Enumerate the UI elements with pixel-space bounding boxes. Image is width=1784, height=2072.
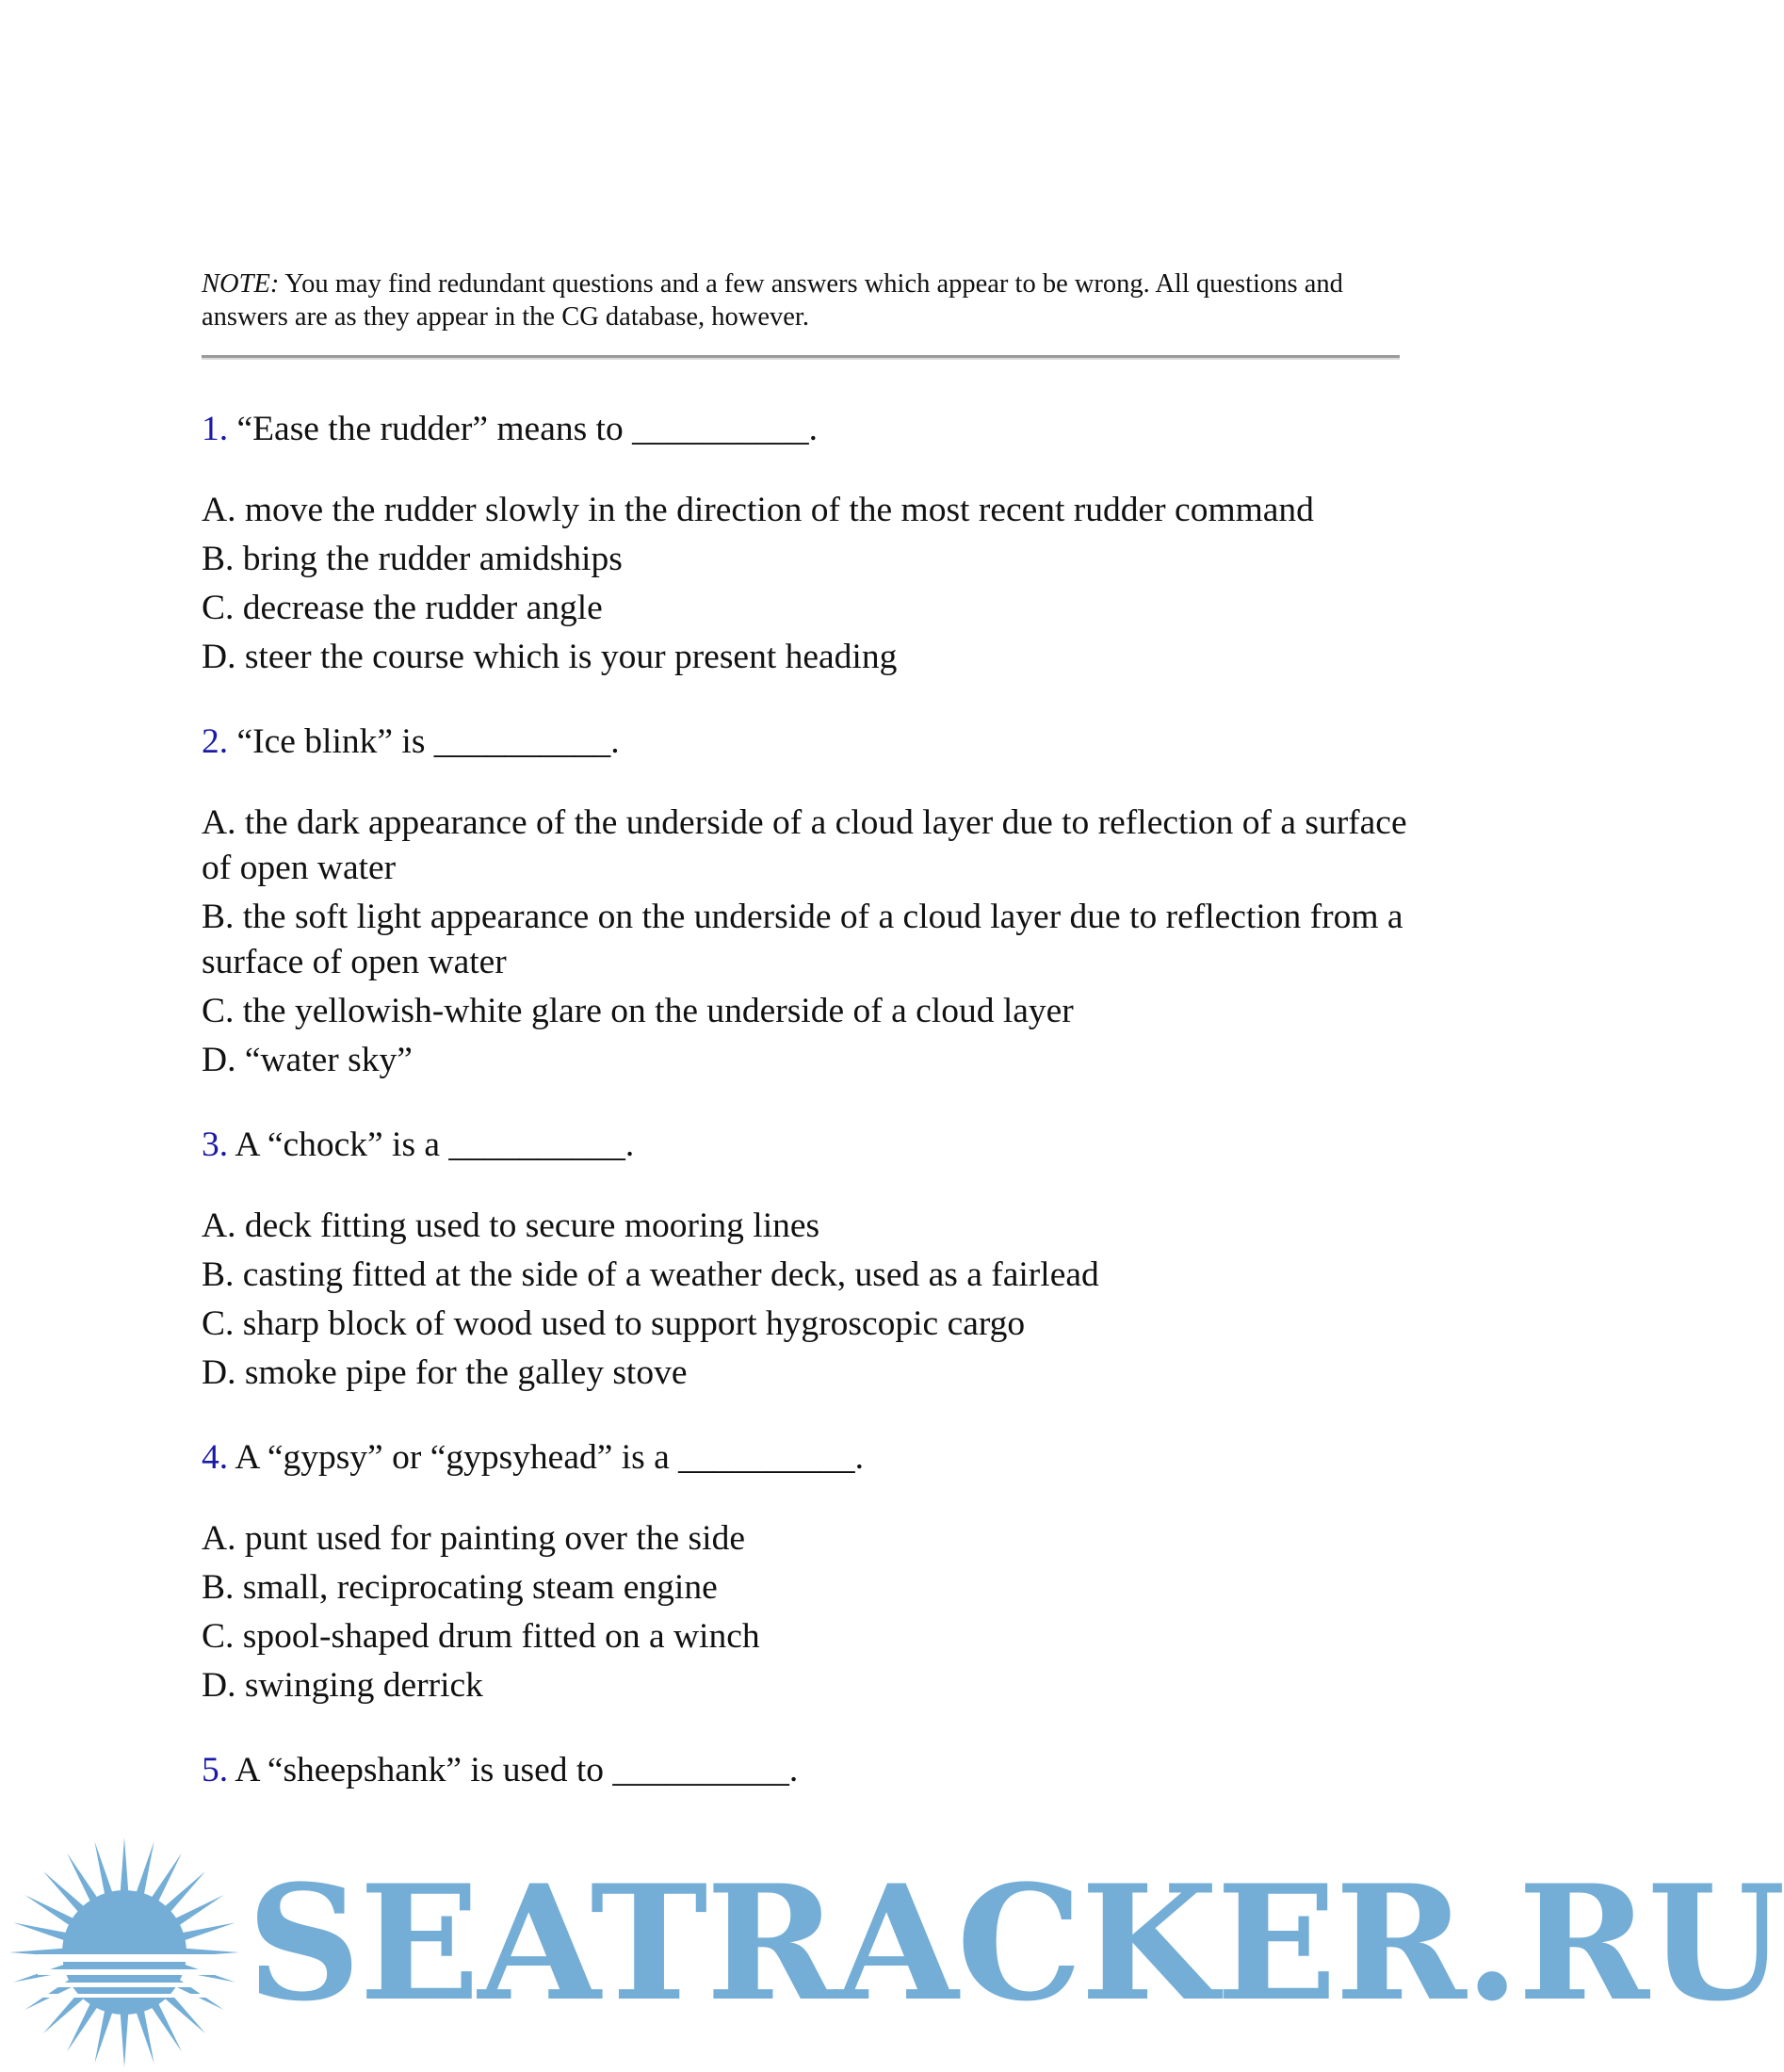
answer-option: D. smoke pipe for the galley stove — [202, 1353, 688, 1392]
question-stem — [202, 1121, 1417, 1170]
answer-option: D. “water sky” — [202, 1041, 413, 1079]
answer-option: A. deck fitting used to secure mooring lines — [202, 1206, 820, 1245]
sun-ray — [136, 1841, 154, 1897]
question-stem — [202, 1746, 1417, 1795]
question-number: 2. — [202, 722, 229, 761]
answer-option: A. move the rudder slowly in the direction of the most recent rudder command — [202, 491, 1314, 529]
answer-option: B. the soft light appearance on the underside of a cloud layer due to reflection from a surface of open water — [202, 898, 1403, 981]
question-3 — [202, 1121, 1417, 1396]
answer-option: A. punt used for painting over the side — [202, 1519, 745, 1558]
answer-option: C. the yellowish-white glare on the underside of a cloud layer — [202, 992, 1074, 1030]
question-text: A “gypsy” or “gypsyhead” is a __________. — [228, 1438, 865, 1477]
sun-logo-icon — [0, 1832, 254, 2072]
question-stem — [202, 1433, 1417, 1482]
sun-ray — [94, 2008, 113, 2064]
watermark — [0, 1832, 1784, 2072]
question-number: 1. — [202, 410, 229, 448]
answer-option: C. sharp block of wood used to support hygroscopic cargo — [202, 1304, 1026, 1343]
question-1 — [202, 405, 1417, 680]
sun-ray — [121, 2011, 129, 2067]
answer-option: B. bring the rudder amidships — [202, 540, 623, 578]
question-number: 4. — [202, 1438, 229, 1477]
sun-ray — [121, 1837, 129, 1894]
answer-option: C. decrease the rudder angle — [202, 589, 603, 627]
question-5 — [202, 1746, 1417, 1795]
answer-option: A. the dark appearance of the underside of a cloud layer due to reflection of a surface of open water — [202, 803, 1407, 887]
sun-ray — [94, 1841, 113, 1897]
sun-ray — [180, 1922, 235, 1941]
question-text: A “sheepshank” is used to __________. — [228, 1751, 799, 1789]
question-number: 5. — [202, 1751, 229, 1789]
note-text: You may find redundant questions and a few answers which appear to be wrong. All questions and answers are as they appear in the CG database, however. — [202, 269, 1343, 332]
question-stem — [202, 718, 1417, 767]
question-stem — [202, 405, 1417, 454]
answer-option: B. small, reciprocating steam engine — [202, 1568, 718, 1607]
sun-ray — [136, 2008, 154, 2064]
watermark-text: SEATRACKER.RU — [247, 1850, 1784, 2036]
note-label: NOTE: — [202, 269, 280, 299]
answer-option: B. casting fitted at the side of a weather deck, used as a fairlead — [202, 1255, 1099, 1294]
answer-option: D. steer the course which is your present heading — [202, 638, 898, 676]
answer-option: C. spool-shaped drum fitted on a winch — [202, 1617, 760, 1656]
question-4 — [202, 1433, 1417, 1708]
question-number: 3. — [202, 1125, 229, 1164]
sun-ray — [13, 1922, 69, 1941]
horizontal-divider — [202, 355, 1400, 360]
question-list — [202, 405, 1417, 1833]
question-text: A “chock” is a __________. — [228, 1125, 635, 1164]
question-text: “Ice blink” is __________. — [228, 722, 620, 761]
answer-option: D. swinging derrick — [202, 1666, 483, 1705]
note-paragraph — [202, 267, 1398, 333]
question-text: “Ease the rudder” means to __________. — [228, 410, 818, 448]
question-2 — [202, 718, 1417, 1083]
